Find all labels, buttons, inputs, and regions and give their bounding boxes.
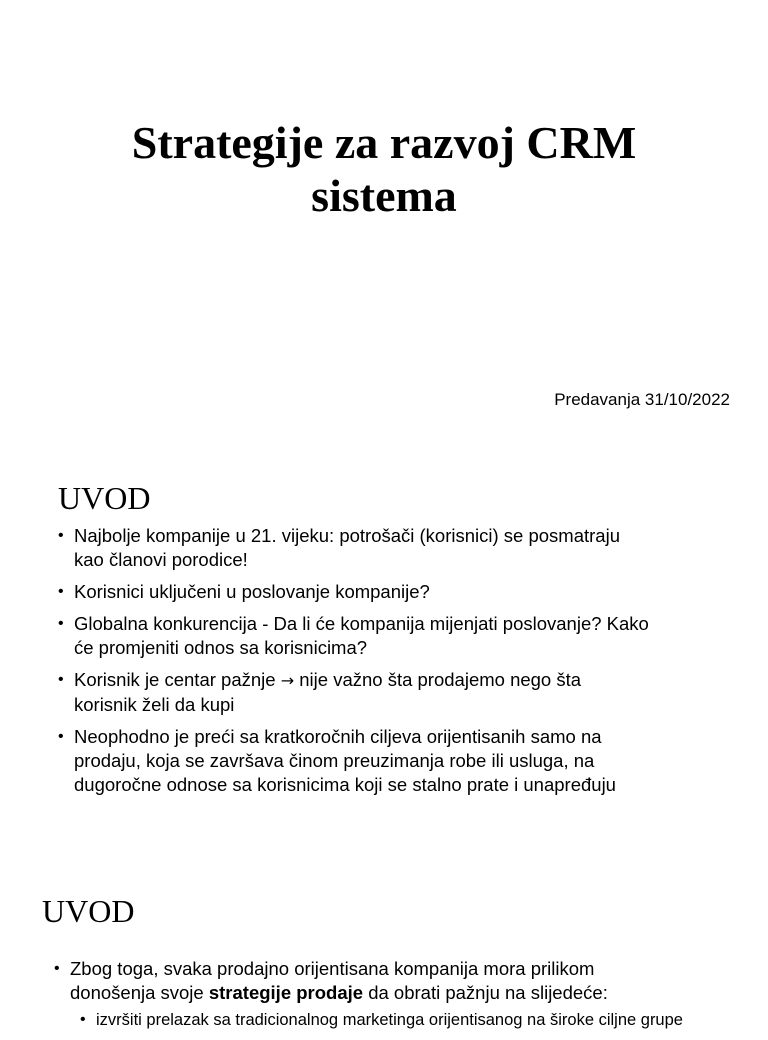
bullet-text-part: Korisnik je centar pažnje — [74, 669, 276, 690]
slide-title-line2: sistema — [311, 170, 457, 221]
bullet-text: kao članovi porodice! — [74, 549, 248, 570]
bullet-text: prodaju, koja se završava činom preuzimanja robe ili usluga, na — [74, 750, 595, 771]
list-item — [58, 524, 748, 572]
section-heading-uvod-1: UVOD — [58, 480, 151, 516]
list-item — [58, 668, 748, 717]
bullet-text: dugoročne odnose sa korisnicima koji se stalno prate i unapređuju — [74, 774, 616, 795]
bullet-text-part: donošenja svoje — [70, 982, 204, 1003]
slide-subtitle: Predavanja 31/10/2022 — [554, 390, 730, 409]
bullet-dot: • — [58, 671, 64, 688]
bullet-text — [74, 668, 748, 693]
bullet-dot: • — [58, 615, 64, 632]
list-item — [80, 1008, 760, 1032]
bullet-text: Globalna konkurencija - Da li će kompanija mijenjati poslovanje? Kako — [74, 613, 649, 634]
bullet-text: Neophodno je preći sa kratkoročnih ciljeva orijentisanih samo na — [74, 726, 602, 747]
bullet-text: izvršiti prelazak sa tradicionalnog marketinga orijentisanog na široke ciljne grupe — [96, 1011, 683, 1029]
bullet-dot: • — [54, 960, 60, 977]
list-item — [58, 580, 748, 604]
bullet-list-uvod-1 — [58, 524, 748, 805]
bullet-text-part: nije važno šta prodajemo nego šta — [299, 669, 582, 690]
bullet-text: korisnik želi da kupi — [74, 694, 235, 715]
bullet-text: Zbog toga, svaka prodajno orijentisana kompanija mora prilikom — [70, 958, 595, 979]
bullet-text — [70, 981, 754, 1005]
bullet-dot: • — [58, 583, 64, 600]
list-item — [54, 957, 754, 1005]
bullet-dot: • — [80, 1011, 86, 1028]
list-item — [58, 612, 748, 660]
bullet-dot: • — [58, 728, 64, 745]
slide-title — [84, 116, 684, 222]
bullet-list-uvod-2 — [54, 957, 754, 1013]
sub-bullet-list — [80, 1008, 760, 1040]
bullet-text: Korisnici uključeni u poslovanje kompanije? — [74, 581, 430, 602]
list-item — [58, 725, 748, 797]
bullet-text-part: da obrati pažnju na slijedeće: — [368, 982, 608, 1003]
arrow-right-icon: → — [280, 671, 295, 690]
bullet-dot: • — [58, 527, 64, 544]
slide-title-line1: Strategije za razvoj CRM — [131, 117, 637, 168]
bullet-text: će promjeniti odnos sa korisnicima? — [74, 637, 368, 658]
section-heading-uvod-2: UVOD — [42, 893, 135, 929]
bullet-text: Najbolje kompanije u 21. vijeku: potrošači (korisnici) se posmatraju — [74, 525, 620, 546]
bullet-text-bold: strategije prodaje — [208, 982, 364, 1003]
